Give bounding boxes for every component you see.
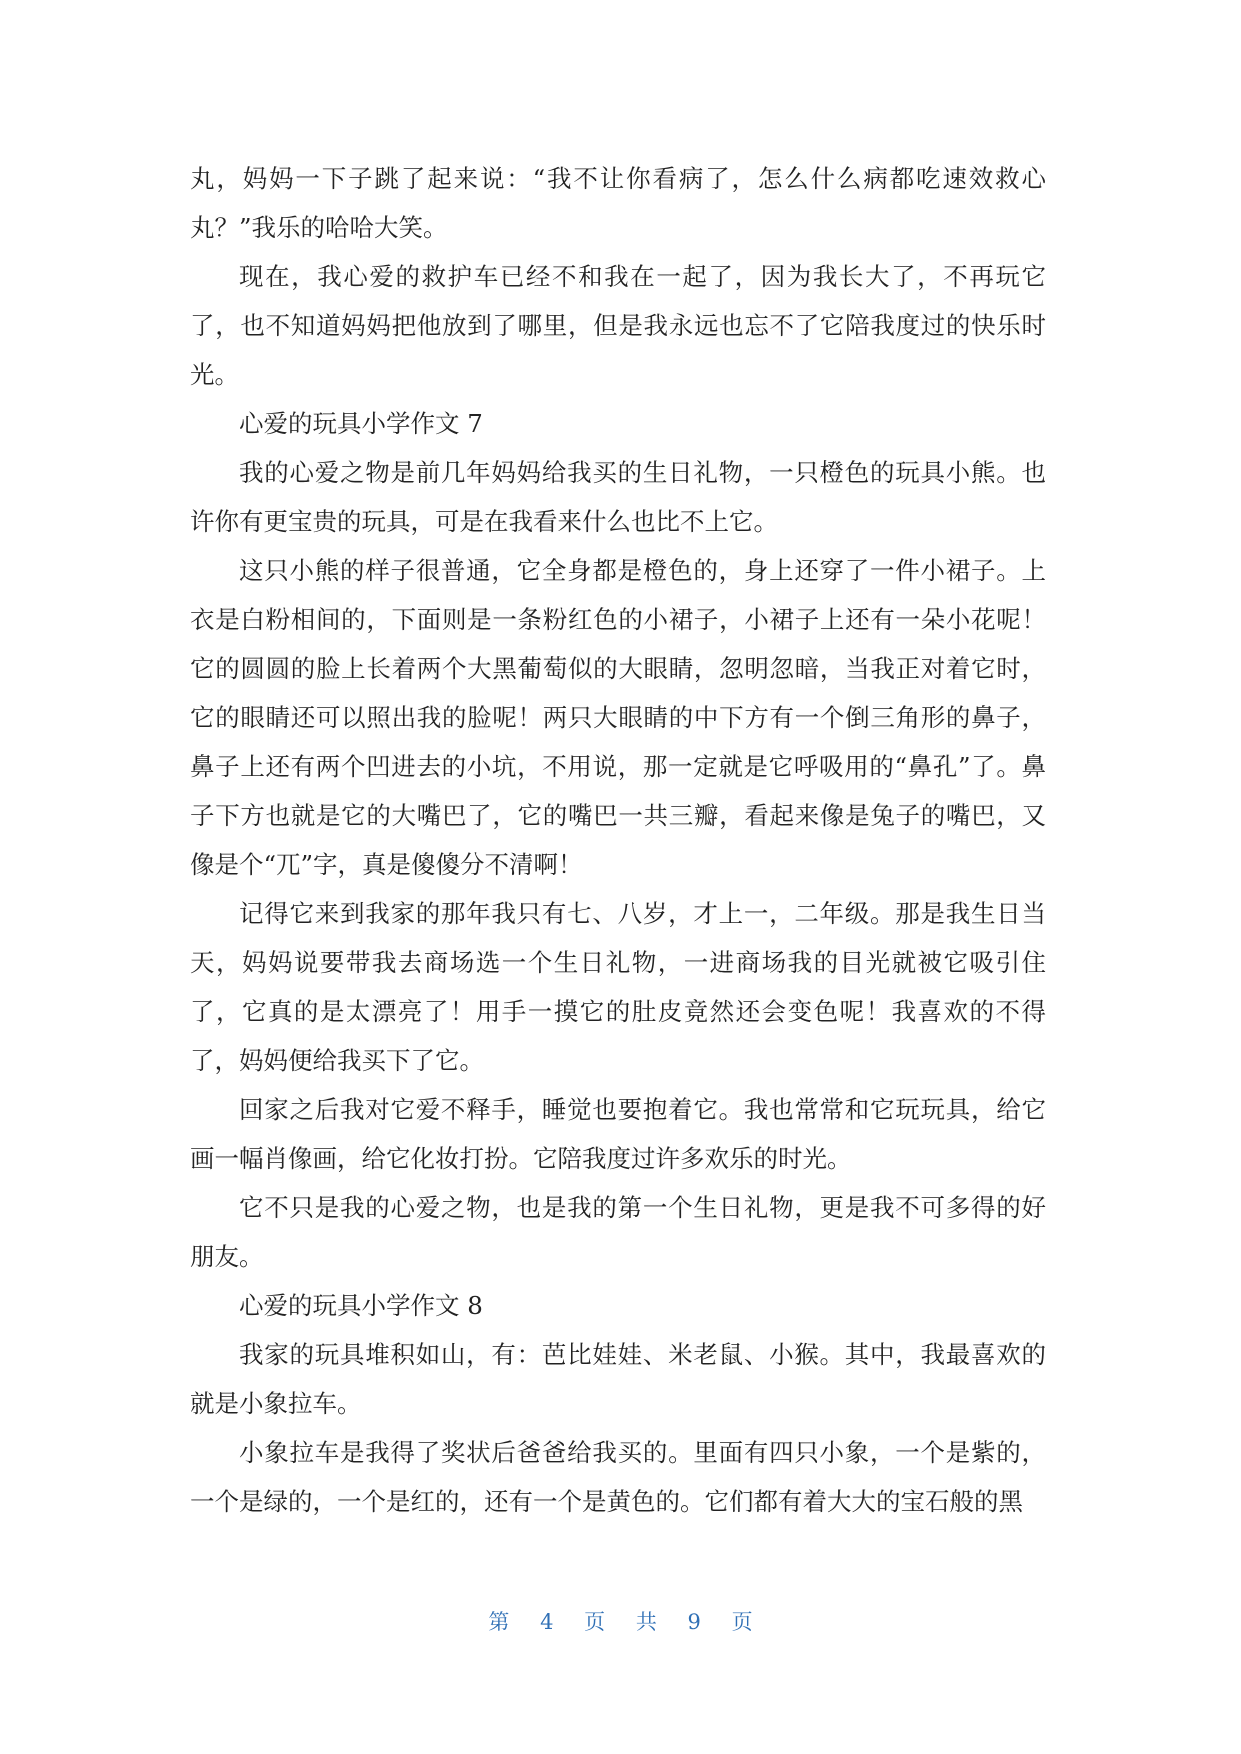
paragraph-continuation: 丸，妈妈一下子跳了起来说：“我不让你看病了，怎么什么病都吃速效救心丸？”我乐的哈哈大笑。: [190, 164, 1046, 242]
footer-di: 第: [488, 1610, 510, 1634]
paragraph: 回家之后我对它爱不释手，睡觉也要抱着它。我也常常和它玩玩具，给它画一幅肖像画，给它化妆打扮。它陪我度过许多欢乐的时光。: [190, 1095, 1046, 1173]
paragraph: 记得它来到我家的那年我只有七、八岁，才上一，二年级。那是我生日当天，妈妈说要带我去商场选一个生日礼物，一进商场我的目光就被它吸引住了，它真的是太漂亮了！用手一摸它的肚皮竟然还会变色呢！我喜欢的不得了，妈妈便给我买下了它。: [190, 899, 1046, 1075]
footer-current-page: 4: [540, 1610, 554, 1634]
footer-ye2: 页: [731, 1610, 753, 1634]
footer-gong: 共: [635, 1610, 657, 1634]
section-heading-7: 心爱的玩具小学作文 7: [239, 409, 483, 438]
paragraph: 现在，我心爱的救护车已经不和我在一起了，因为我长大了，不再玩它了，也不知道妈妈把他放到了哪里，但是我永远也忘不了它陪我度过的快乐时光。: [190, 262, 1046, 389]
section-heading-8: 心爱的玩具小学作文 8: [239, 1291, 483, 1320]
paragraph: 我家的玩具堆积如山，有：芭比娃娃、米老鼠、小猴。其中，我最喜欢的就是小象拉车。: [190, 1340, 1046, 1418]
footer-total-pages: 9: [687, 1610, 701, 1634]
page-footer: [0, 1606, 1241, 1636]
paragraph: 我的心爱之物是前几年妈妈给我买的生日礼物，一只橙色的玩具小熊。也许你有更宝贵的玩具，可是在我看来什么也比不上它。: [190, 458, 1046, 536]
paragraph: 小象拉车是我得了奖状后爸爸给我买的。里面有四只小象，一个是紫的，一个是绿的，一个是红的，还有一个是黄色的。它们都有着大大的宝石般的黑: [190, 1438, 1046, 1516]
footer-ye: 页: [584, 1610, 606, 1634]
paragraph: 这只小熊的样子很普通，它全身都是橙色的，身上还穿了一件小裙子。上衣是白粉相间的，下面则是一条粉红色的小裙子，小裙子上还有一朵小花呢！它的圆圆的脸上长着两个大黑葡萄似的大眼睛，忽明忽暗，当我正对着它时，它的眼睛还可以照出我的脸呢！两只大眼睛的中下方有一个倒三角形的鼻子，鼻子上还有两个凹进去的小坑，不用说，那一定就是它呼吸用的“鼻孔”了。鼻子下方也就是它的大嘴巴了，它的嘴巴一共三瓣，看起来像是兔子的嘴巴，又像是个“兀”字，真是傻傻分不清啊！: [190, 556, 1046, 879]
paragraph: 它不只是我的心爱之物，也是我的第一个生日礼物，更是我不可多得的好朋友。: [190, 1193, 1046, 1271]
document-body: [190, 154, 1046, 1526]
